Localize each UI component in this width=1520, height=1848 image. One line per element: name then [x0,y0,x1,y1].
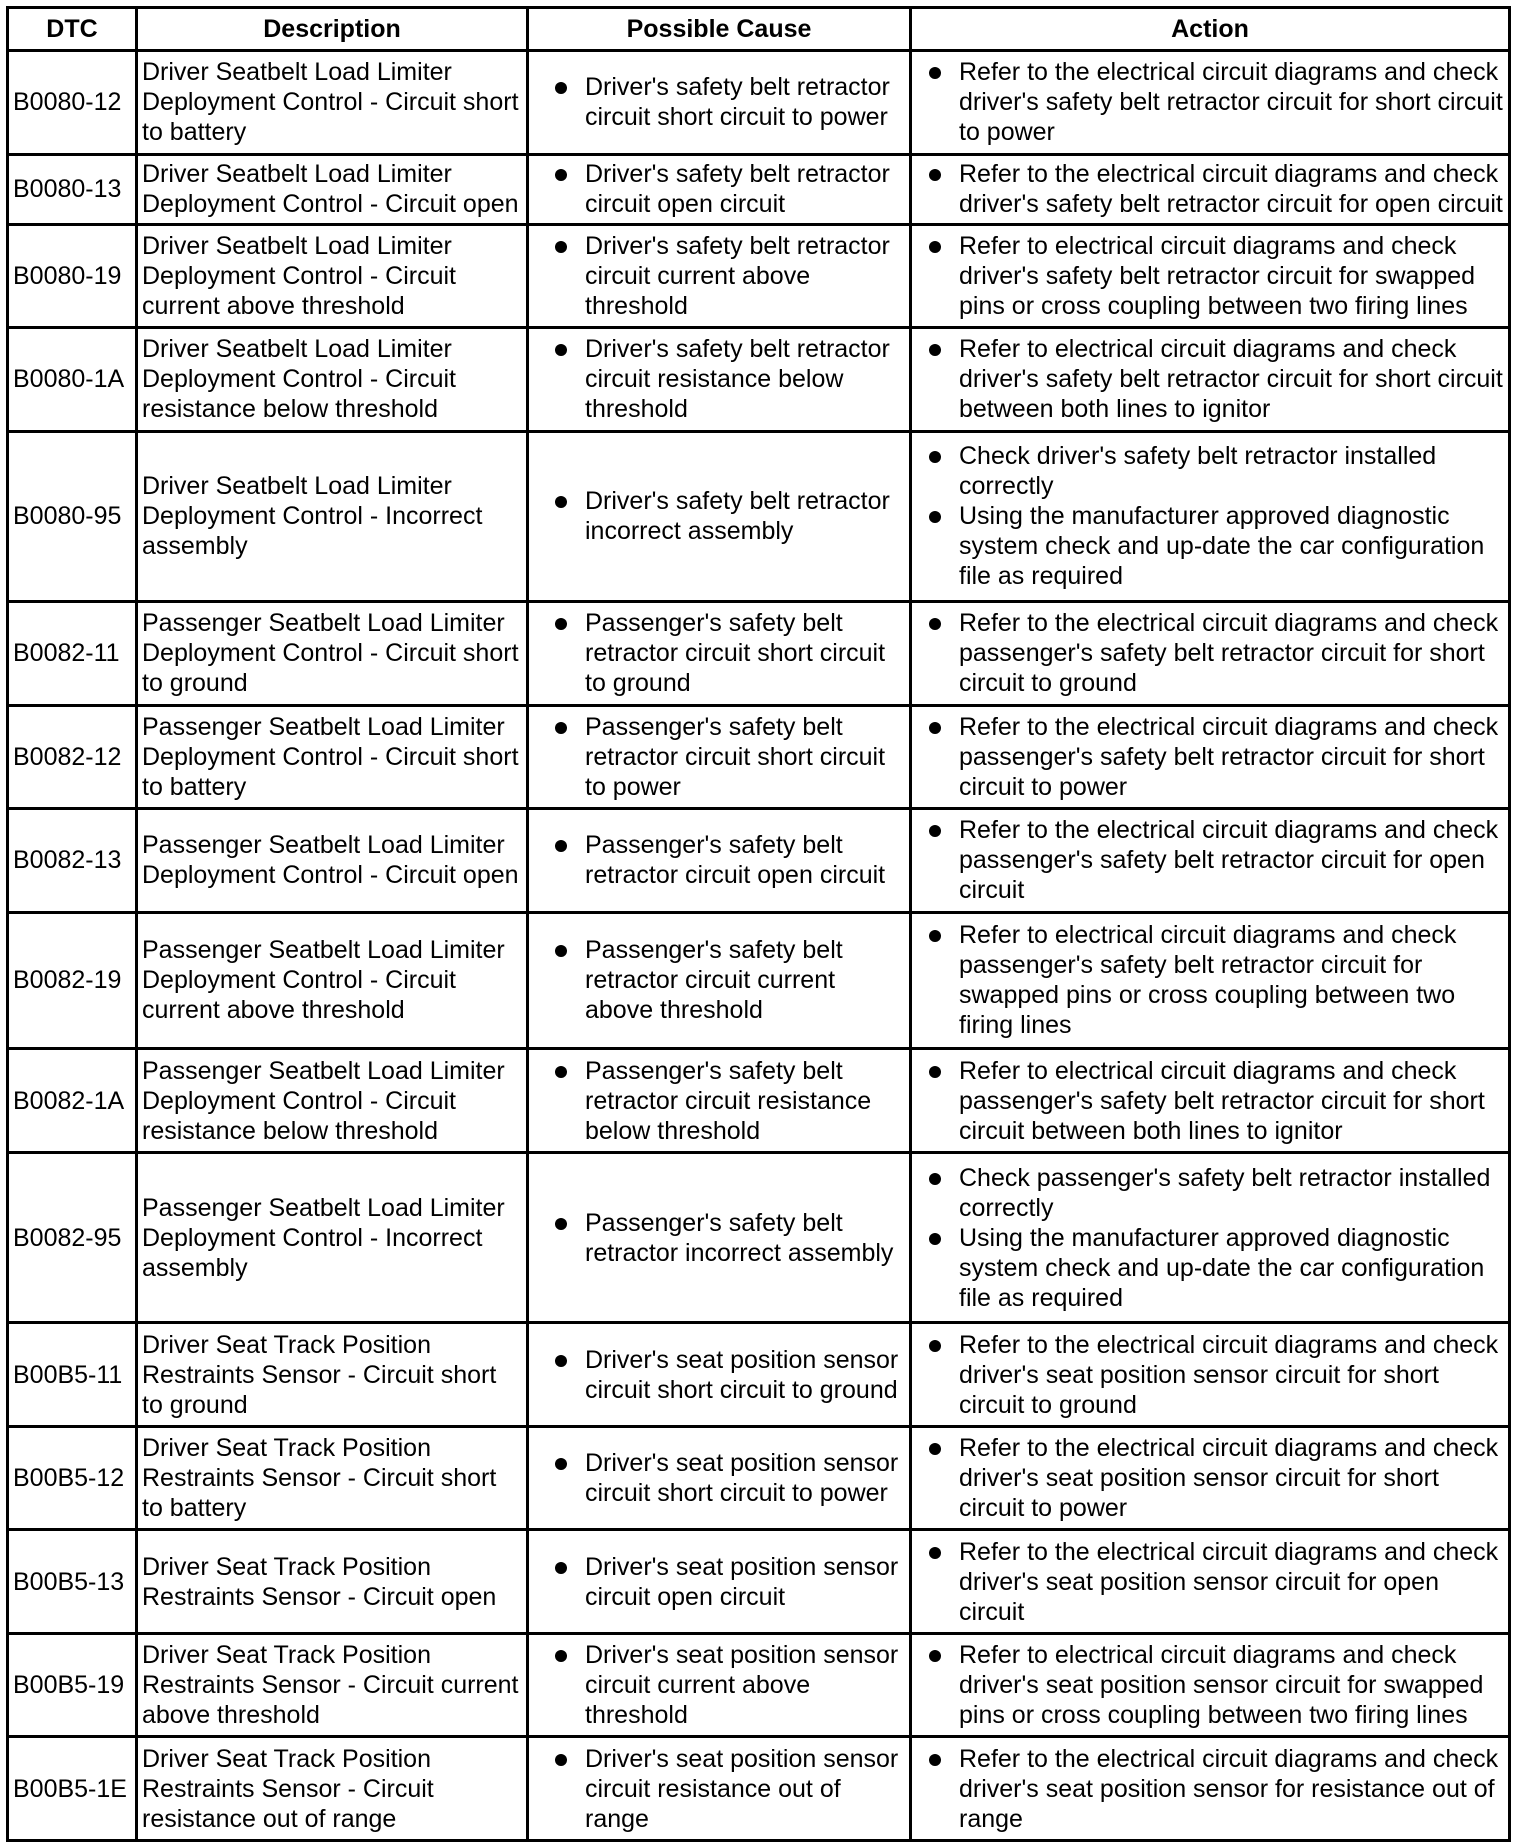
action-cell [911,1633,1510,1737]
description-cell: Driver Seatbelt Load Limiter Deployment Control - Circuit resistance below threshold [137,328,528,432]
action-cell [911,1049,1510,1153]
description-cell: Passenger Seatbelt Load Limiter Deployment Control - Incorrect assembly [137,1152,528,1322]
table-row [8,328,1510,432]
bullet-icon [555,82,567,94]
bullet-icon [555,722,567,734]
bullet-icon [929,1340,941,1352]
action-text: Refer to the electrical circuit diagrams and check passenger's safety belt retractor circuit for short circuit to ground [959,609,1499,698]
table-body [8,51,1510,1841]
cause-text: Driver's safety belt retractor circuit resistance below threshold [585,335,890,424]
action-list [916,334,1504,424]
description-cell: Driver Seatbelt Load Limiter Deployment Control - Circuit short to battery [137,51,528,155]
action-list [916,1744,1504,1834]
table-row [8,51,1510,155]
action-item [916,1330,1504,1420]
bullet-icon [929,1650,941,1662]
action-item [916,1433,1504,1523]
possible-cause-cell [528,1323,911,1427]
action-text: Refer to electrical circuit diagrams and check passenger's safety belt retractor circuit for short circuit between both lines to ignitor [959,1056,1485,1145]
possible-cause-cell [528,1049,911,1153]
action-list [916,1433,1504,1523]
action-text: Using the manufacturer approved diagnostic system check and up-date the car configuration file as required [959,1223,1485,1312]
cause-text: Driver's seat position sensor circuit short circuit to power [585,1449,899,1508]
dtc-code: B00B5-12 [8,1426,137,1530]
action-item [916,1744,1504,1834]
action-cell [911,1737,1510,1841]
possible-cause-cell [528,809,911,913]
action-cell [911,912,1510,1049]
action-list [916,1330,1504,1420]
cause-text: Passenger's safety belt retractor circuit short circuit to ground [585,609,886,698]
action-list [916,441,1504,591]
action-list [916,815,1504,905]
description-cell: Driver Seat Track Position Restraints Sensor - Circuit short to battery [137,1426,528,1530]
bullet-icon [555,241,567,253]
dtc-code: B0082-11 [8,601,137,705]
action-text: Refer to electrical circuit diagrams and check driver's safety belt retractor circuit for short circuit between both lines to ignitor [959,335,1503,424]
dtc-table [6,6,1511,1842]
cause-text: Driver's safety belt retractor circuit short circuit to power [585,73,890,132]
bullet-icon [555,496,567,508]
cause-item [533,1056,905,1146]
table-row [8,912,1510,1049]
dtc-code: B0082-1A [8,1049,137,1153]
bullet-icon [929,1754,941,1766]
description-cell: Passenger Seatbelt Load Limiter Deployment Control - Circuit current above threshold [137,912,528,1049]
bullet-icon [929,1173,941,1185]
action-list [916,1056,1504,1146]
action-item [916,159,1504,219]
action-item [916,712,1504,802]
possible-cause-cell [528,705,911,809]
dtc-code: B00B5-19 [8,1633,137,1737]
description-cell: Passenger Seatbelt Load Limiter Deployment Control - Circuit open [137,809,528,913]
cause-list [533,231,905,321]
action-list [916,712,1504,802]
cause-text: Passenger's safety belt retractor incorrect assembly [585,1208,894,1267]
cause-list [533,1552,905,1612]
dtc-code: B0082-12 [8,705,137,809]
table-row [8,224,1510,328]
action-item [916,441,1504,501]
possible-cause-cell [528,154,911,224]
bullet-icon [929,722,941,734]
table-row [8,431,1510,601]
bullet-icon [555,1218,567,1230]
bullet-icon [929,930,941,942]
action-list [916,159,1504,219]
description-cell: Driver Seat Track Position Restraints Sensor - Circuit short to ground [137,1323,528,1427]
table-row [8,1049,1510,1153]
action-item [916,1640,1504,1730]
header-row [8,8,1510,51]
cause-list [533,1056,905,1146]
cause-list [533,486,905,546]
dtc-code: B00B5-13 [8,1530,137,1634]
action-item [916,57,1504,147]
cause-text: Driver's seat position sensor circuit resistance out of range [585,1744,899,1833]
bullet-icon [929,1233,941,1245]
description-cell: Driver Seatbelt Load Limiter Deployment Control - Circuit current above threshold [137,224,528,328]
action-list [916,608,1504,698]
bullet-icon [929,169,941,181]
action-item [916,608,1504,698]
description-cell: Passenger Seatbelt Load Limiter Deployment Control - Circuit short to ground [137,601,528,705]
action-cell [911,1323,1510,1427]
cause-text: Driver's safety belt retractor circuit current above threshold [585,231,890,320]
cause-list [533,935,905,1025]
bullet-icon [929,1066,941,1078]
dtc-code: B0082-95 [8,1152,137,1322]
action-text: Refer to electrical circuit diagrams and check driver's seat position sensor circuit for swapped pins or cross coupling between two firing lines [959,1641,1484,1730]
cause-list [533,1208,905,1268]
cause-item [533,608,905,698]
cause-item [533,935,905,1025]
bullet-icon [555,1355,567,1367]
dtc-code: B0082-19 [8,912,137,1049]
action-text: Check passenger's safety belt retractor installed correctly [959,1163,1491,1222]
action-cell [911,154,1510,224]
cause-list [533,334,905,424]
cause-text: Driver's seat position sensor circuit short circuit to ground [585,1345,899,1404]
action-text: Refer to the electrical circuit diagrams and check driver's seat position sensor circuit for open circuit [959,1537,1499,1626]
cause-item [533,486,905,546]
action-item [916,231,1504,321]
cause-list [533,608,905,698]
possible-cause-cell [528,224,911,328]
cause-item [533,1448,905,1508]
action-item [916,1163,1504,1223]
action-cell [911,1152,1510,1322]
action-cell [911,431,1510,601]
bullet-icon [929,1443,941,1455]
action-cell [911,328,1510,432]
description-cell: Driver Seat Track Position Restraints Sensor - Circuit resistance out of range [137,1737,528,1841]
bullet-icon [555,618,567,630]
dtc-code: B00B5-1E [8,1737,137,1841]
action-item [916,501,1504,591]
action-text: Refer to the electrical circuit diagrams and check driver's seat position sensor circuit for short circuit to ground [959,1330,1499,1419]
action-text: Refer to the electrical circuit diagrams and check driver's safety belt retractor circuit for short circuit to power [959,58,1503,147]
cause-text: Driver's seat position sensor circuit current above threshold [585,1641,899,1730]
bullet-icon [929,451,941,463]
table-row [8,154,1510,224]
cause-list [533,712,905,802]
bullet-icon [555,1458,567,1470]
description-cell: Driver Seat Track Position Restraints Sensor - Circuit current above threshold [137,1633,528,1737]
dtc-code: B0082-13 [8,809,137,913]
table-row [8,1633,1510,1737]
bullet-icon [555,1650,567,1662]
cause-item [533,830,905,890]
cause-item [533,1345,905,1405]
cause-item [533,1640,905,1730]
bullet-icon [555,1754,567,1766]
cause-list [533,1448,905,1508]
cause-list [533,830,905,890]
action-text: Refer to electrical circuit diagrams and check passenger's safety belt retractor circuit for swapped pins or cross coupling between two firing lines [959,921,1457,1040]
action-cell [911,601,1510,705]
cause-list [533,159,905,219]
possible-cause-cell [528,1530,911,1634]
table-row [8,1152,1510,1322]
bullet-icon [555,169,567,181]
bullet-icon [555,1562,567,1574]
possible-cause-cell [528,1426,911,1530]
possible-cause-cell [528,912,911,1049]
action-cell [911,224,1510,328]
table-row [8,1323,1510,1427]
possible-cause-cell [528,431,911,601]
possible-cause-cell [528,51,911,155]
dtc-code: B0080-19 [8,224,137,328]
dtc-code: B0080-12 [8,51,137,155]
possible-cause-cell [528,1737,911,1841]
action-item [916,1056,1504,1146]
action-text: Refer to electrical circuit diagrams and check driver's safety belt retractor circuit for swapped pins or cross coupling between two firing lines [959,231,1476,320]
action-cell [911,51,1510,155]
dtc-code: B0080-1A [8,328,137,432]
bullet-icon [555,945,567,957]
action-text: Refer to the electrical circuit diagrams and check driver's safety belt retractor circuit for open circuit [959,160,1503,219]
action-text: Refer to the electrical circuit diagrams and check passenger's safety belt retractor circuit for short circuit to power [959,712,1499,801]
cause-text: Passenger's safety belt retractor circuit open circuit [585,831,886,890]
action-list [916,1537,1504,1627]
action-cell [911,1426,1510,1530]
possible-cause-cell [528,1633,911,1737]
table-row [8,1426,1510,1530]
dtc-code: B0080-95 [8,431,137,601]
description-cell: Passenger Seatbelt Load Limiter Deployment Control - Circuit resistance below threshold [137,1049,528,1153]
cause-item [533,1208,905,1268]
action-cell [911,809,1510,913]
table-row [8,809,1510,913]
cause-item [533,159,905,219]
action-item [916,334,1504,424]
cause-list [533,1744,905,1834]
table-row [8,705,1510,809]
bullet-icon [555,344,567,356]
possible-cause-cell [528,1152,911,1322]
bullet-icon [929,344,941,356]
description-cell: Driver Seatbelt Load Limiter Deployment Control - Circuit open [137,154,528,224]
description-cell: Driver Seat Track Position Restraints Sensor - Circuit open [137,1530,528,1634]
header-description: Description [137,8,528,51]
action-list [916,920,1504,1040]
cause-item [533,1552,905,1612]
cause-list [533,1640,905,1730]
action-item [916,1537,1504,1627]
dtc-code: B00B5-11 [8,1323,137,1427]
action-text: Refer to the electrical circuit diagrams and check driver's seat position sensor circuit for short circuit to power [959,1434,1499,1523]
description-cell: Driver Seatbelt Load Limiter Deployment Control - Incorrect assembly [137,431,528,601]
header-action: Action [911,8,1510,51]
action-text: Check driver's safety belt retractor installed correctly [959,442,1437,501]
cause-text: Driver's safety belt retractor circuit open circuit [585,160,890,219]
action-list [916,231,1504,321]
action-item [916,815,1504,905]
action-text: Using the manufacturer approved diagnostic system check and up-date the car configuration file as required [959,502,1485,591]
possible-cause-cell [528,601,911,705]
bullet-icon [929,241,941,253]
table-row [8,1530,1510,1634]
action-list [916,57,1504,147]
cause-text: Passenger's safety belt retractor circuit current above threshold [585,936,843,1025]
bullet-icon [929,618,941,630]
bullet-icon [929,1547,941,1559]
header-possible-cause: Possible Cause [528,8,911,51]
cause-item [533,1744,905,1834]
action-list [916,1163,1504,1313]
cause-item [533,712,905,802]
possible-cause-cell [528,328,911,432]
dtc-code: B0080-13 [8,154,137,224]
action-list [916,1640,1504,1730]
header-dtc: DTC [8,8,137,51]
action-item [916,1223,1504,1313]
bullet-icon [555,840,567,852]
action-cell [911,705,1510,809]
table-row [8,601,1510,705]
bullet-icon [929,511,941,523]
bullet-icon [929,825,941,837]
table-row [8,1737,1510,1841]
cause-text: Driver's safety belt retractor incorrect assembly [585,487,890,546]
cause-item [533,334,905,424]
cause-item [533,231,905,321]
action-item [916,920,1504,1040]
cause-text: Driver's seat position sensor circuit open circuit [585,1552,899,1611]
action-text: Refer to the electrical circuit diagrams and check passenger's safety belt retractor circuit for open circuit [959,816,1499,905]
action-cell [911,1530,1510,1634]
cause-list [533,72,905,132]
cause-list [533,1345,905,1405]
cause-item [533,72,905,132]
bullet-icon [555,1066,567,1078]
description-cell: Passenger Seatbelt Load Limiter Deployment Control - Circuit short to battery [137,705,528,809]
action-text: Refer to the electrical circuit diagrams and check driver's seat position sensor for resistance out of range [959,1744,1499,1833]
cause-text: Passenger's safety belt retractor circuit short circuit to power [585,712,886,801]
cause-text: Passenger's safety belt retractor circuit resistance below threshold [585,1056,872,1145]
bullet-icon [929,67,941,79]
